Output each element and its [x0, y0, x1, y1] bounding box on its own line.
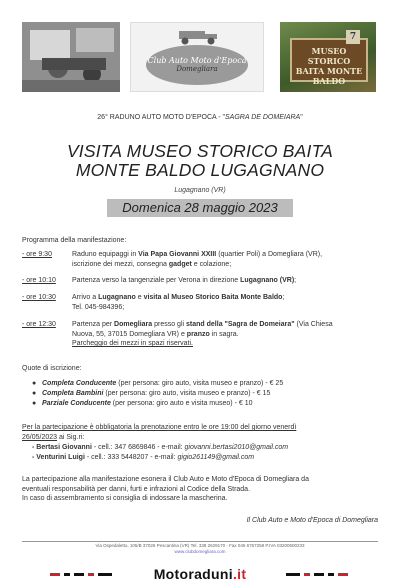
subtitle-suffix: "	[300, 114, 303, 121]
title-line1: VISITA MUSEO STORICO BAITA	[66, 141, 334, 161]
quote-detail: (per persona: giro auto, visita museo e pranzo) - € 15	[103, 390, 271, 397]
programme-heading: Programma della manifestazione:	[22, 237, 127, 244]
event-date: Domenica 28 maggio 2023	[107, 199, 293, 217]
bullet-icon: ●	[32, 380, 37, 387]
text: Arrivo a	[72, 294, 99, 301]
subtitle-event: SAGRA DE DOMEIARA	[225, 114, 301, 121]
event-subtitle	[0, 114, 400, 121]
contact-row	[32, 443, 388, 453]
programme-text	[72, 293, 384, 312]
quote-label: Completa Conducente	[42, 380, 117, 387]
programme-item	[22, 320, 382, 350]
booking-note	[22, 423, 378, 442]
club-logo	[130, 22, 264, 92]
bullet-icon: ●	[32, 400, 37, 407]
event-place: Lugagnano (VR)	[174, 187, 226, 194]
contact-email[interactable]: gigio261149@gmail.com	[177, 454, 255, 461]
text: ;	[294, 277, 297, 284]
programme-text	[72, 250, 384, 269]
museum-sign-photo	[280, 22, 376, 92]
text: Raduno equipaggi in	[72, 251, 139, 258]
contact-name: - Bertasi Giovanni	[32, 444, 92, 451]
sign-line2: BAITA MONTE BALDO	[295, 66, 363, 86]
quote-text	[42, 399, 372, 409]
title-line2: MONTE BALDO LUGAGNANO	[75, 160, 325, 180]
text: Partenza verso la tangenziale per Verona in direzione	[72, 277, 241, 284]
text: (Via Chiesa	[294, 321, 333, 328]
programme-item	[22, 293, 382, 313]
quote-detail: (per persona: giro auto e visita museo) - € 10	[110, 400, 253, 407]
programme-time: - ore 9:30	[22, 251, 52, 258]
quotes-heading: Quote di iscrizione:	[22, 365, 82, 372]
logo-text-line2: Domegliara	[176, 64, 218, 73]
sign-number: 7	[346, 30, 360, 44]
booking-line1: Per la partecipazione è obbligatoria la prenotazione entro le ore 19:00 del giorno venerdì	[22, 424, 297, 431]
contact-email[interactable]: giovanni.bertasi2010@gmail.com	[184, 444, 289, 451]
disclaimer-line: La partecipazione alla manifestazione esonera il Club Auto e Moto d'Epoca di Domegliara da	[22, 476, 309, 483]
bold-text: stand della "Sagra de Domeiara"	[186, 321, 295, 328]
car-icon	[173, 27, 223, 45]
text: Partenza per	[72, 321, 115, 328]
quote-label: Completa Bambini	[42, 390, 104, 397]
programme-item	[22, 250, 382, 270]
quote-text	[42, 389, 372, 399]
text: (quartier Poli) a Domegliara (VR),	[216, 251, 323, 258]
contact-name: - Venturini Luigi	[32, 454, 85, 461]
quote-detail: (per persona: giro auto, visita museo e pranzo) - € 25	[116, 380, 284, 387]
programme-time: - ore 12:30	[22, 321, 56, 328]
sign-line1: MUSEO STORICO	[307, 46, 351, 66]
programme-time: - ore 10:30	[22, 294, 56, 301]
club-signature: Il Club Auto e Moto d'Epoca di Domegliara	[246, 517, 378, 524]
bold-text: Via Papa Giovanni XXIII	[138, 251, 217, 258]
footer-website[interactable]: www.clubdomegliara.com	[174, 549, 226, 554]
footer-address: Via Ospedaletto, 105/B 37026 Pescantina (VR) Tel. 338 2629170 - Fax 045 6767258 P.IVA 03200500233	[95, 543, 305, 548]
contact-phone: - cell.: 333 5448207 - e-mail:	[84, 454, 178, 461]
programme-text	[72, 320, 384, 349]
text: e colazione;	[191, 260, 232, 268]
text: presso gli	[152, 321, 187, 328]
text: ;	[282, 294, 285, 301]
logo-text-line1: Club Auto Moto d'Epoca	[147, 55, 247, 65]
contact-row	[32, 453, 388, 463]
phone-number: Tel. 045-984396;	[72, 303, 125, 311]
bold-text: visita al Museo Storico Baita Monte Baldo	[143, 294, 283, 301]
footer-divider	[22, 541, 378, 542]
disclaimer-line: In caso di assembramento si consiglia di indossare la mascherina.	[22, 495, 228, 502]
bold-text: Lugagnano (VR)	[240, 277, 295, 284]
quote-label: Parziale Conducente	[42, 400, 111, 407]
contact-phone: - cell.: 347 6869846 - e-mail:	[91, 444, 185, 451]
brand-dashes-right	[286, 573, 350, 577]
brand-name: Motoraduni	[153, 566, 233, 582]
bullet-icon: ●	[32, 390, 37, 397]
vintage-car-image	[22, 22, 120, 92]
quote-text	[42, 379, 372, 389]
text: iscrizione dei mezzi, consegna	[72, 260, 169, 268]
booking-deadline: 26/05/2023	[22, 433, 58, 441]
text: in sagra.	[209, 330, 239, 338]
programme-time: - ore 10:10	[22, 277, 56, 284]
disclaimer	[22, 475, 378, 504]
logo-oval	[146, 45, 248, 85]
text: Nuova, 55, 37015 Domegliara VR) e	[72, 330, 187, 338]
disclaimer-line: eventuali responsabilità per danni, furti e infrazioni al Codice della Strada.	[22, 485, 251, 493]
parking-note: Parcheggio dei mezzi in spazi riservati.	[72, 340, 193, 347]
bold-text: Lugagnano	[98, 294, 136, 301]
brand-tld: .it	[232, 566, 247, 582]
museum-photo-vehicles	[22, 22, 120, 92]
subtitle-prefix: 26° RADUNO AUTO MOTO D'EPOCA - "	[97, 114, 226, 121]
bold-text: gadget	[168, 260, 192, 268]
booking-line2: ai Sig.ri:	[57, 433, 85, 441]
bold-text: Domegliara	[114, 321, 153, 328]
museum-sign	[290, 32, 368, 86]
text: e	[135, 294, 144, 301]
programme-item	[22, 276, 382, 286]
programme-text	[72, 276, 384, 286]
bold-text: pranzo	[186, 330, 210, 338]
